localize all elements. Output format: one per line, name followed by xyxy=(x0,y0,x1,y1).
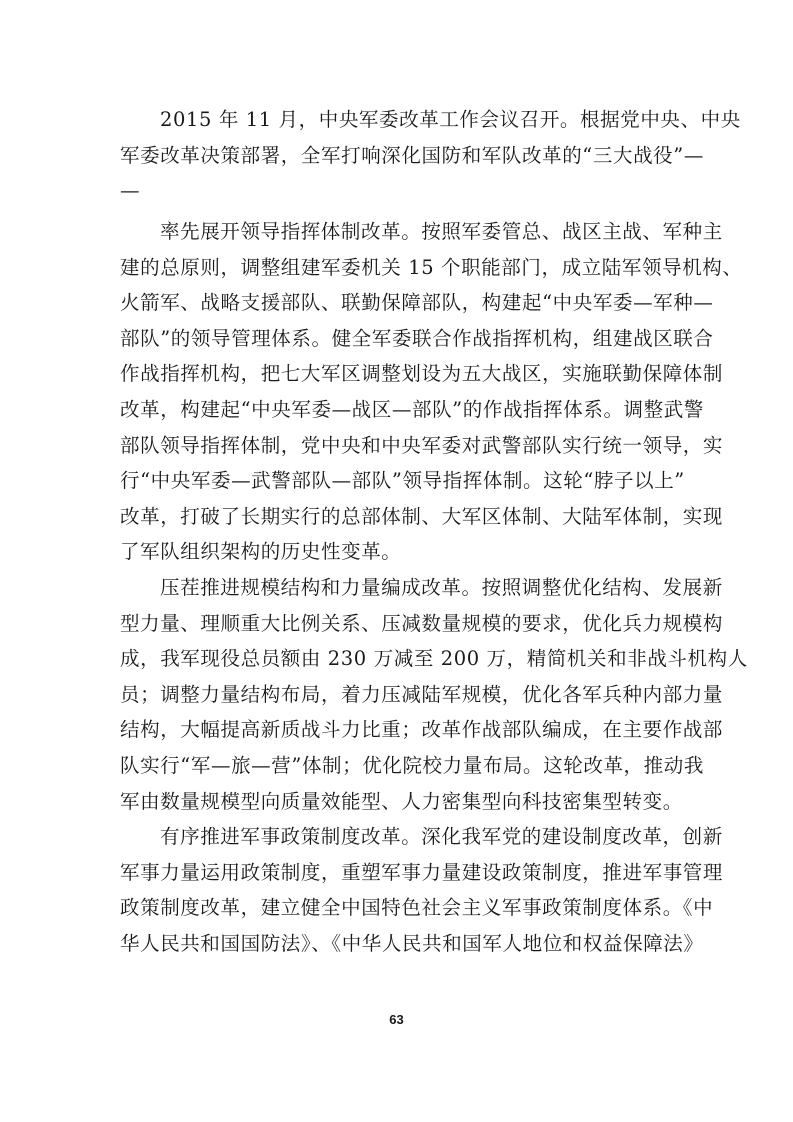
text-line: — xyxy=(120,179,141,203)
text-line: 政策制度改革，建立健全中国特色社会主义军事政策制度体系。《中 xyxy=(120,896,714,920)
text-line: 火箭军、战略支援部队、联勤保障部队，构建起“中央军委—军种— xyxy=(120,291,714,315)
text-line: 军由数量规模型向质量效能型、人力密集型向科技密集型转变。 xyxy=(120,789,683,813)
text-line: 军事力量运用政策制度，重塑军事力量建设政策制度，推进军事管理 xyxy=(120,860,724,884)
paragraph-3 xyxy=(120,570,748,819)
paragraph-1 xyxy=(120,102,741,209)
text-line: 作战指挥机构，把七大军区调整划设为五大战区，实施联勤保障体制 xyxy=(120,362,724,386)
text-line: 行“中央军委—武警部队—部队”领导指挥体制。这轮“脖子以上” xyxy=(120,469,685,493)
paragraph-2 xyxy=(120,214,743,570)
text-line: 华人民共和国国防法》、《中华人民共和国军人地位和权益保障法》 xyxy=(120,931,704,955)
text-line: 有序推进军事政策制度改革。深化我军党的建设制度改革，创新 xyxy=(160,825,723,848)
text-line: 了军队组织架构的历史性变革。 xyxy=(120,540,402,564)
text-line: 压茬推进规模结构和力量编成改革。按照调整优化结构、发展新 xyxy=(160,576,723,599)
text-line: 2015 年 11 月，中央军委改革工作会议召开。根据党中央、中央 xyxy=(160,108,741,131)
text-line: 型力量、理顺重大比例关系、压减数量规模的要求，优化兵力规模构 xyxy=(120,611,724,635)
text-line: 成，我军现役总员额由 230 万减至 200 万，精简机关和非战斗机构人 xyxy=(120,647,748,671)
text-line: 率先展开领导指挥体制改革。按照军委管总、战区主战、军种主 xyxy=(160,220,723,243)
text-line: 队实行“军—旅—营”体制；优化院校力量布局。这轮改革，推动我 xyxy=(120,753,704,777)
text-line: 建的总原则，调整组建军委机关 15 个职能部门，成立陆军领导机构、 xyxy=(120,255,743,279)
text-line: 改革，构建起“中央军委—战区—部队”的作战指挥体系。调整武警 xyxy=(120,397,704,421)
text-line: 部队领导指挥体制，党中央和中央军委对武警部队实行统一领导，实 xyxy=(120,433,724,457)
text-line: 员；调整力量结构布局，着力压减陆军规模，优化各军兵种内部力量 xyxy=(120,682,724,706)
text-line: 部队”的领导管理体系。健全军委联合作战指挥机构，组建战区联合 xyxy=(120,326,714,350)
text-line: 军委改革决策部署，全军打响深化国防和军队改革的“三大战役”— xyxy=(120,143,704,167)
text-line: 改革，打破了长期实行的总部体制、大军区体制、大陆军体制，实现 xyxy=(120,504,724,528)
text-line: 结构，大幅提高新质战斗力比重；改革作战部队编成，在主要作战部 xyxy=(120,718,724,742)
paragraph-4 xyxy=(120,819,724,961)
page-number: 63 xyxy=(389,1012,404,1027)
